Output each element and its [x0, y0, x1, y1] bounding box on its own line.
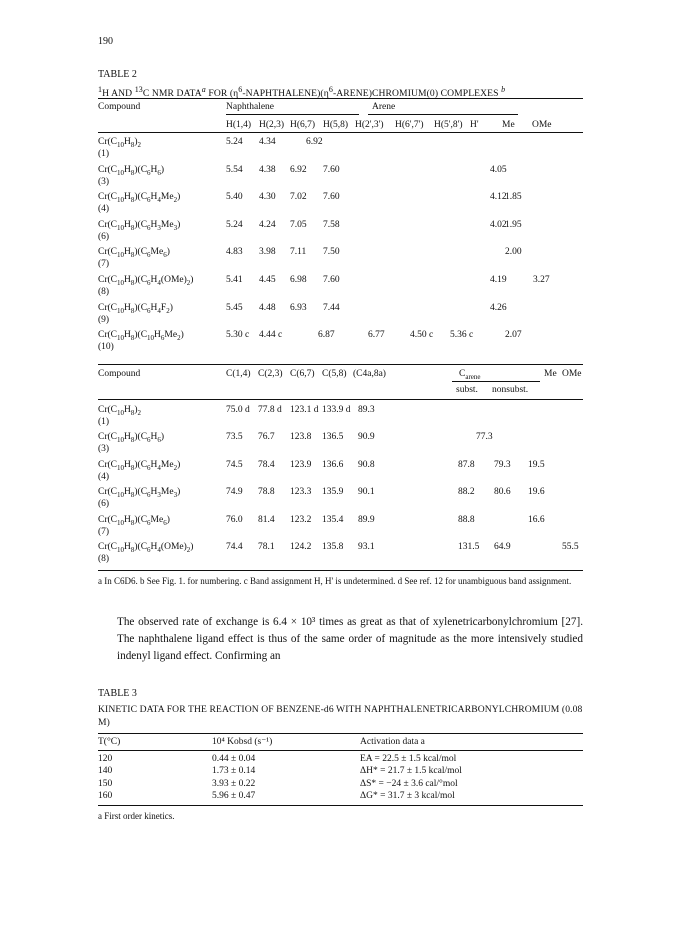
table2-h-row-number: (3)	[98, 176, 110, 187]
table2-h-value: 5.40	[226, 192, 243, 203]
table2-h-row-formula: $Cr(C_{10}H_8)(C_6H_3Me_3)$	[98, 219, 181, 232]
table2-c-value: 135.9	[322, 487, 344, 498]
table2-c-value: 123.1 d	[290, 405, 319, 415]
page-number: 190	[98, 36, 113, 47]
table2-h-col-header: OMe	[532, 120, 552, 130]
table2-h-value: 6.87	[318, 330, 335, 341]
table2-h-value: 7.60	[323, 275, 340, 285]
table2-c-value: 79.3	[494, 459, 511, 470]
table2-c-value: 131.5	[458, 542, 480, 552]
table2-h-row-number: (6)	[98, 231, 110, 242]
table2-h-value: 5.24	[226, 137, 243, 147]
table2-h-value: 5.30 c	[226, 330, 250, 341]
table2-h-row-formula: $Cr(C_{10}H_8)_2$	[98, 137, 142, 149]
table3-footnote: a First order kinetics.	[98, 811, 175, 821]
table2-h-col-header: H(1,4)	[226, 120, 252, 130]
table2-c-value: 135.4	[322, 514, 344, 525]
table2-h-value: 4.30	[259, 192, 276, 203]
table2-c-row-number: (3)	[98, 444, 110, 455]
table2-h-row-formula: $Cr(C_{10}H_8)(C_6H_4F_2)$	[98, 302, 173, 315]
table2-h-value: 4.48	[259, 302, 276, 313]
table2-h-row-number: (7)	[98, 259, 110, 270]
table2-h-value: 5.54	[226, 164, 243, 175]
table3-temperature: 140	[98, 766, 113, 777]
table3-title: KINETIC DATA FOR THE REACTION OF BENZENE-d6 WITH NAPHTHALENETRICARBONYLCHROMIUM (0.08 M)	[98, 704, 583, 728]
table2-c-value: 78.1	[258, 542, 275, 552]
table2-h-value: 3.98	[259, 247, 276, 258]
table3-bottom-rule	[98, 805, 583, 806]
table2-h-value: 5.41	[226, 275, 243, 285]
table2-footnotes: a In C6D6. b See Fig. 1. for numbering. c Band assignment H, H' is undetermined. d See ref. 12 for unambiguous band assignment.	[98, 576, 572, 586]
table2-h-value: 7.60	[323, 192, 340, 203]
table2-c-row-formula: $Cr(C_{10}H_8)(C_6H_3Me_3)$	[98, 487, 181, 500]
table2-h-value: 4.83	[226, 247, 243, 258]
table2-c-value: 78.4	[258, 459, 275, 470]
table2-h-value: 4.44 c	[259, 330, 283, 341]
table2-c-header-subst: subst.	[456, 385, 478, 395]
table2-c-value: 76.7	[258, 432, 275, 443]
table2-c-col-header: (C4a,8a)	[353, 369, 386, 379]
table2-c-value: 78.8	[258, 487, 275, 498]
table2-c-value: 75.0 d	[226, 405, 250, 415]
table2-c-value: 135.8	[322, 542, 344, 552]
table2-c-value: 16.6	[528, 514, 545, 525]
table2-h-value: 5.24	[226, 219, 243, 230]
table2-h-row-number: (9)	[98, 314, 110, 325]
table2-c-row-formula: $Cr(C_{10}H_8)(C_6H_4(OMe)_2)$	[98, 542, 194, 554]
table3-rate-constant: 0.44 ± 0.04	[212, 754, 256, 764]
table2-c-value: 74.4	[226, 542, 243, 552]
table2-header-compound: Compound	[98, 102, 141, 112]
table2-h-value: 7.50	[323, 247, 340, 258]
table2-naphthalene-underline	[226, 114, 359, 115]
table2-c-header-compound: Compound	[98, 369, 141, 379]
table2-h-col-header: H(6',7')	[395, 120, 424, 130]
table2-c-value: 136.6	[322, 459, 344, 470]
table2-h-col-header: H(2',3')	[355, 120, 384, 130]
table2-c-value: 87.8	[458, 459, 475, 470]
table2-c-value: 123.8	[290, 432, 312, 443]
table2-c-value: 89.3	[358, 405, 375, 415]
table3-activation-data: EA = 22.5 ± 1.5 kcal/mol	[360, 754, 457, 764]
table3-temperature: 150	[98, 778, 113, 789]
table2-c-col-header: C(5,8)	[322, 369, 347, 379]
table2-h-value: 6.92	[306, 137, 323, 147]
table2-c-row-number: (1)	[98, 417, 110, 427]
table2-h-value: 7.11	[290, 247, 307, 258]
table2-arene-underline	[368, 114, 518, 115]
table3-rate-constant: 5.96 ± 0.47	[212, 790, 256, 801]
table2-h-value: 3.27	[533, 275, 550, 285]
table3-top-rule	[98, 733, 583, 734]
table2-c-row-formula: $Cr(C_{10}H_8)(C_6H_6)$	[98, 432, 165, 445]
table2-h-value: 6.98	[290, 275, 307, 285]
table2-c-col-header: Me	[544, 369, 557, 379]
table2-h-col-header: H'	[470, 120, 479, 130]
table2-c-header-carene: $C_{arene}$	[459, 369, 481, 381]
table2-c-value: 93.1	[358, 542, 375, 552]
table2-h-value: 4.24	[259, 219, 276, 230]
table2-c-col-header: C(2,3)	[258, 369, 283, 379]
table2-h-value: 7.05	[290, 219, 307, 230]
table3-header-k: 10⁴ Kobsd (s⁻¹)	[212, 737, 273, 747]
table2-c-value: 81.4	[258, 514, 275, 525]
table2-c-header-rule	[98, 399, 583, 400]
table2-c-value: 64.9	[494, 542, 511, 552]
table3-label: TABLE 3	[98, 688, 137, 699]
table2-c-value: 77.8 d	[258, 405, 282, 415]
table2-c-value: 88.2	[458, 487, 475, 498]
table2-c-col-header: OMe	[562, 369, 582, 379]
table2-h-value: 7.60	[323, 164, 340, 175]
table2-c-value: 90.9	[358, 432, 375, 443]
table2-header-naphthalene: Naphthalene	[226, 102, 275, 112]
table2-c-value: 123.9	[290, 459, 312, 470]
table2-h-value: 4.38	[259, 164, 276, 175]
table2-h-value: 7.02	[290, 192, 307, 203]
table2-h-value: 7.58	[323, 219, 340, 230]
table2-h-value: 5.36 c	[450, 330, 474, 341]
table2-c-value: 90.8	[358, 459, 375, 470]
table2-c-value: 80.6	[494, 487, 511, 498]
table2-h-col-header: H(5,8)	[323, 120, 349, 130]
table2-c-value: 123.2	[290, 514, 312, 525]
table3-header-rule	[98, 750, 583, 751]
table2-h-value: 4.02	[490, 219, 507, 230]
table2-c-value: 88.8	[458, 514, 475, 525]
table2-c-value: 90.1	[358, 487, 375, 498]
table3-activation-data: ΔG* = 31.7 ± 3 kcal/mol	[360, 790, 455, 801]
table3-temperature: 120	[98, 754, 113, 764]
table2-c-value: 89.9	[358, 514, 375, 525]
table2-h-col-header: H(2,3)	[259, 120, 285, 130]
table2-bottom-rule	[98, 570, 583, 571]
table2-c-value: 124.2	[290, 542, 312, 552]
table2-c-col-header: C(1,4)	[226, 369, 251, 379]
table2-c-row-number: (8)	[98, 554, 110, 564]
body-paragraph: The observed rate of exchange is 6.4 × 10³ times as great as that of xylenetricarbonylchromium [27]. The naphthalene ligand effect is thus of the same order of magnitude as the more intensively studied indenyl ligand effect. Confirming an	[117, 616, 583, 662]
table3-rate-constant: 3.93 ± 0.22	[212, 778, 256, 789]
table3-activation-data: ΔH* = 21.7 ± 1.5 kcal/mol	[360, 766, 462, 777]
table2-h-row-formula: $Cr(C_{10}H_8)(C_6H_6)$	[98, 164, 165, 177]
table2-c-value: 19.6	[528, 487, 545, 498]
table2-h-value: 4.50 c	[410, 330, 434, 341]
table2-label: TABLE 2	[98, 69, 137, 80]
table2-c-row-number: (6)	[98, 499, 110, 510]
table2-c-value: 74.9	[226, 487, 243, 498]
table2-c-row-number: (4)	[98, 471, 110, 482]
table2-mid-rule	[98, 364, 583, 365]
table2-h-row-formula: $Cr(C_{10}H_8)(C_{10}H_6Me_2)$	[98, 330, 184, 343]
table2-h-value: 2.00	[505, 247, 522, 258]
table2-h-col-header: Me	[502, 120, 515, 130]
table2-c-value: 136.5	[322, 432, 344, 443]
table2-c-value: 133.9 d	[322, 405, 351, 415]
table2-h-col-header: H(5',8')	[434, 120, 463, 130]
table3-header-activation: Activation data a	[360, 737, 425, 747]
table2-h-value: 4.26	[490, 302, 507, 313]
table3-header-t: T(°C)	[98, 737, 121, 747]
table2-c-value: 77.3	[476, 432, 493, 443]
table2-header-rule	[98, 132, 583, 133]
table2-header-arene: Arene	[372, 102, 396, 112]
table2-c-header-nonsubst: nonsubst.	[492, 385, 529, 395]
table2-c-col-header: C(6,7)	[290, 369, 315, 379]
table2-c-value: 55.5	[562, 542, 579, 552]
table2-c-value: 123.3	[290, 487, 312, 498]
table2-h-row-number: (10)	[98, 342, 114, 353]
table2-c-value: 76.0	[226, 514, 243, 525]
table2-title: $^1$H AND $^{13}$C NMR DATA$^a$ FOR $(\eta^6-NAPHTHALENE)(\eta^6-ARENE)CHROMIUM(0)$ COMPLEXES $^b$	[98, 85, 506, 100]
table2-carene-underline	[452, 381, 540, 382]
table2-h-value: 7.44	[323, 302, 340, 313]
table2-h-value: 4.12	[490, 192, 507, 203]
table2-h-value: 2.07	[505, 330, 522, 341]
table2-h-value: 4.05	[490, 164, 507, 175]
table2-h-value: 5.45	[226, 302, 243, 313]
table2-h-col-header: H(6,7)	[290, 120, 316, 130]
table2-top-rule	[98, 98, 583, 99]
table2-h-value: 4.45	[259, 275, 276, 285]
table2-c-row-formula: $Cr(C_{10}H_8)(C_6Me_6)$	[98, 514, 170, 527]
table2-h-value: 6.93	[290, 302, 307, 313]
table2-h-row-formula: $Cr(C_{10}H_8)(C_6H_4(OMe)_2)$	[98, 275, 194, 287]
table2-h-value: 4.19	[490, 275, 507, 285]
table2-c-row-formula: $Cr(C_{10}H_8)(C_6H_4Me_2)$	[98, 459, 181, 472]
table2-h-value: 4.34	[259, 137, 276, 147]
table2-c-value: 73.5	[226, 432, 243, 443]
table2-h-row-formula: $Cr(C_{10}H_8)(C_6H_4Me_2)$	[98, 192, 181, 205]
table2-h-row-number: (1)	[98, 149, 110, 159]
table3-rate-constant: 1.73 ± 0.14	[212, 766, 256, 777]
table3-activation-data: ΔS* = −24 ± 3.6 cal/°mol	[360, 778, 458, 789]
table2-h-row-formula: $Cr(C_{10}H_8)(C_6Me_6)$	[98, 247, 170, 260]
table2-h-value: 6.92	[290, 164, 307, 175]
table2-c-row-formula: $Cr(C_{10}H_8)_2$	[98, 405, 142, 417]
table2-c-row-number: (7)	[98, 526, 110, 537]
table2-c-value: 74.5	[226, 459, 243, 470]
table2-h-value: 6.77	[368, 330, 385, 341]
table3-temperature: 160	[98, 790, 113, 801]
table2-h-row-number: (4)	[98, 204, 110, 215]
table2-h-row-number: (8)	[98, 287, 110, 297]
table2-c-value: 19.5	[528, 459, 545, 470]
table2-h-value: 1.95	[505, 219, 522, 230]
table2-h-value: 1.85	[505, 192, 522, 203]
